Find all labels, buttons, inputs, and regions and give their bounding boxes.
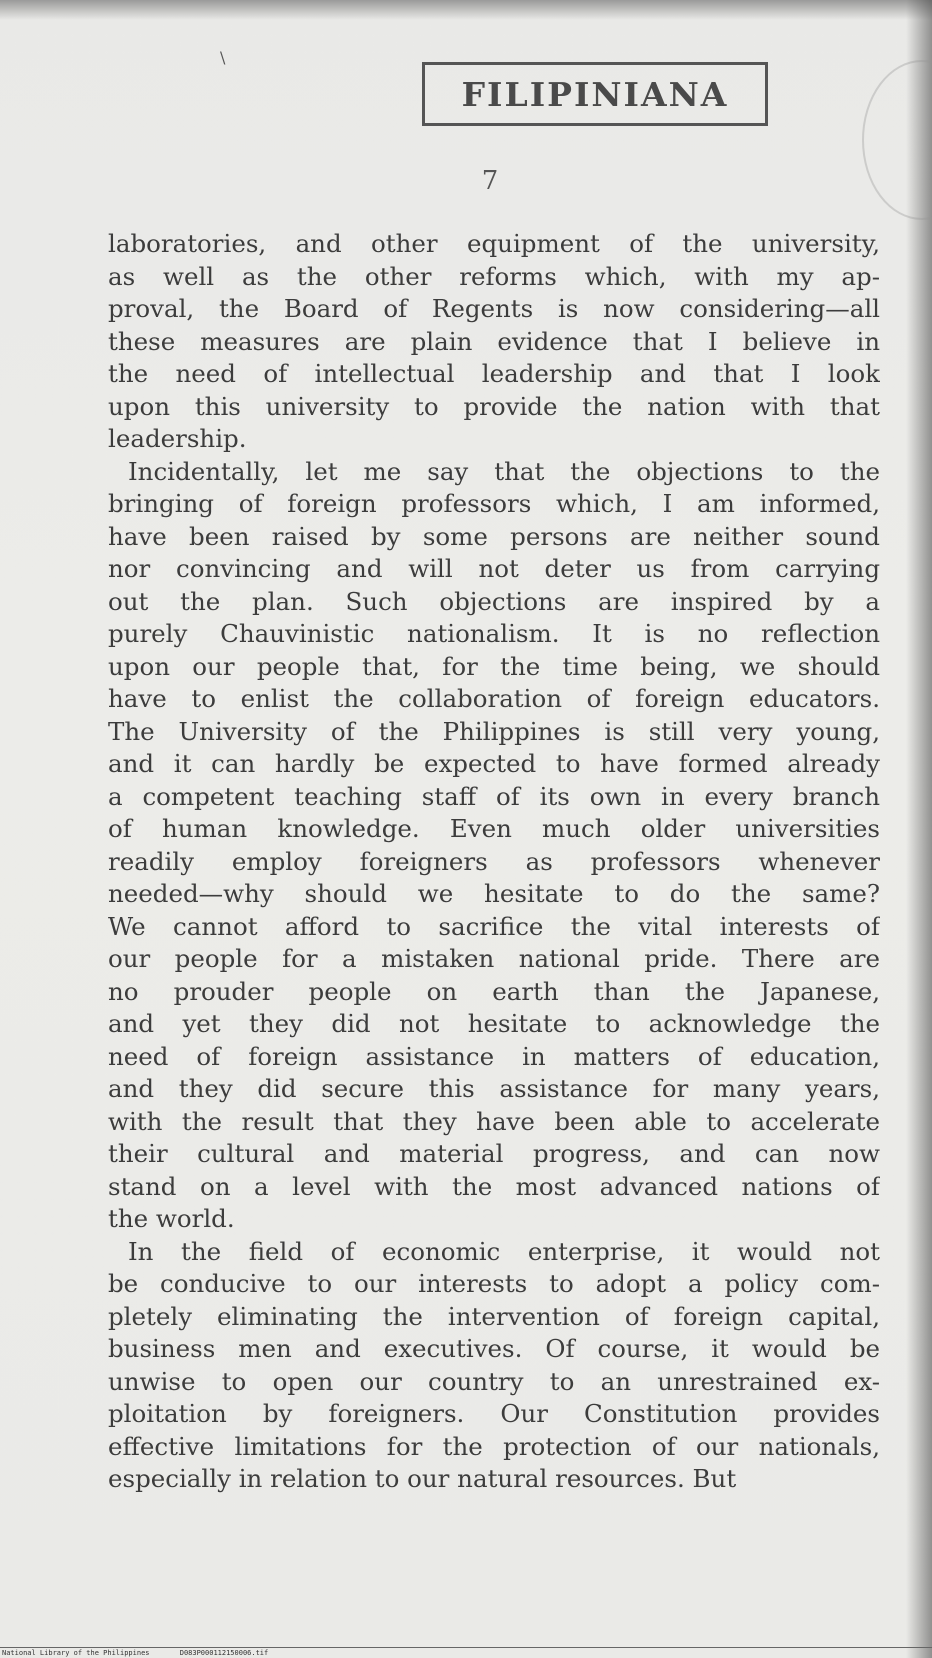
text-line: business men and executives. Of course, it would be [108,1334,880,1363]
paragraph [108,1236,880,1496]
text-line: proval, the Board of Regents is now considering—all [108,294,880,323]
text-line: bringing of foreign professors which, I am informed, [108,489,880,518]
footer-library: National Library of the Philippines [2,1649,150,1657]
text-line: the need of intellectual leadership and that I look [108,359,880,388]
text-line: The University of the Philippines is still very young, [108,716,880,746]
footer-file: D083P000112150006.tif [179,1649,269,1657]
text-line: ploitation by foreigners. Our Constitution provides [108,1399,880,1428]
text-line: our people for a mistaken national pride. There are [108,944,880,973]
text-line: need of foreign assistance in matters of education, [108,1041,880,1071]
text-line: nor convincing and will not deter us from carrying [108,554,880,583]
scan-footer [2,1649,294,1657]
text-line: their cultural and material progress, and can now [108,1139,880,1168]
text-line: as well as the other reforms which, with my ap- [108,261,880,291]
text-line: leadership. [108,424,247,453]
text-line: the world. [108,1204,235,1233]
paragraph [108,228,880,456]
text-line: out the plan. Such objections are inspired by a [108,586,880,616]
text-line: In the field of economic enterprise, it would not [128,1236,880,1266]
text-line: upon our people that, for the time being, we should [108,651,880,681]
text-line: unwise to open our country to an unrestrained ex- [108,1366,880,1396]
text-line: pletely eliminating the intervention of foreign capital, [108,1301,880,1331]
text-line: Incidentally, let me say that the objections to the [128,456,880,486]
text-line: of human knowledge. Even much older universities [108,814,880,843]
tick-mark: \ [220,48,226,67]
body-text [108,228,880,1496]
text-line: and they did secure this assistance for many years, [108,1074,880,1103]
footer-rule [0,1647,932,1648]
text-line: these measures are plain evidence that I believe in [108,326,880,356]
text-line: upon this university to provide the nation with that [108,391,880,421]
text-line: laboratories, and other equipment of the university, [108,229,880,258]
text-line: stand on a level with the most advanced nations of [108,1171,880,1201]
library-seal-stamp [862,60,932,220]
text-line: be conducive to our interests to adopt a policy com- [108,1269,880,1298]
paragraph [108,456,880,1236]
text-line: effective limitations for the protection of our nationals, [108,1431,880,1461]
text-line: especially in relation to our natural resources. But [108,1464,737,1493]
scan-shadow-right [906,0,932,1658]
text-line: a competent teaching staff of its own in every branch [108,781,880,811]
text-line: needed—why should we hesitate to do the same? [108,879,880,908]
text-line: have to enlist the collaboration of foreign educators. [108,684,880,713]
text-line: and it can hardly be expected to have formed already [108,749,880,778]
text-line: have been raised by some persons are neither sound [108,521,880,551]
text-line: with the result that they have been able to accelerate [108,1106,880,1136]
text-line: We cannot afford to sacrifice the vital interests of [108,911,880,941]
page-number: 7 [481,166,499,196]
filipiniana-stamp: FILIPINIANA [422,62,768,126]
text-line: readily employ foreigners as professors whenever [108,846,880,876]
text-line: no prouder people on earth than the Japanese, [108,976,880,1006]
scan-shadow-top [0,0,932,20]
text-line: purely Chauvinistic nationalism. It is no reflection [108,619,880,648]
text-line: and yet they did not hesitate to acknowledge the [108,1009,880,1038]
